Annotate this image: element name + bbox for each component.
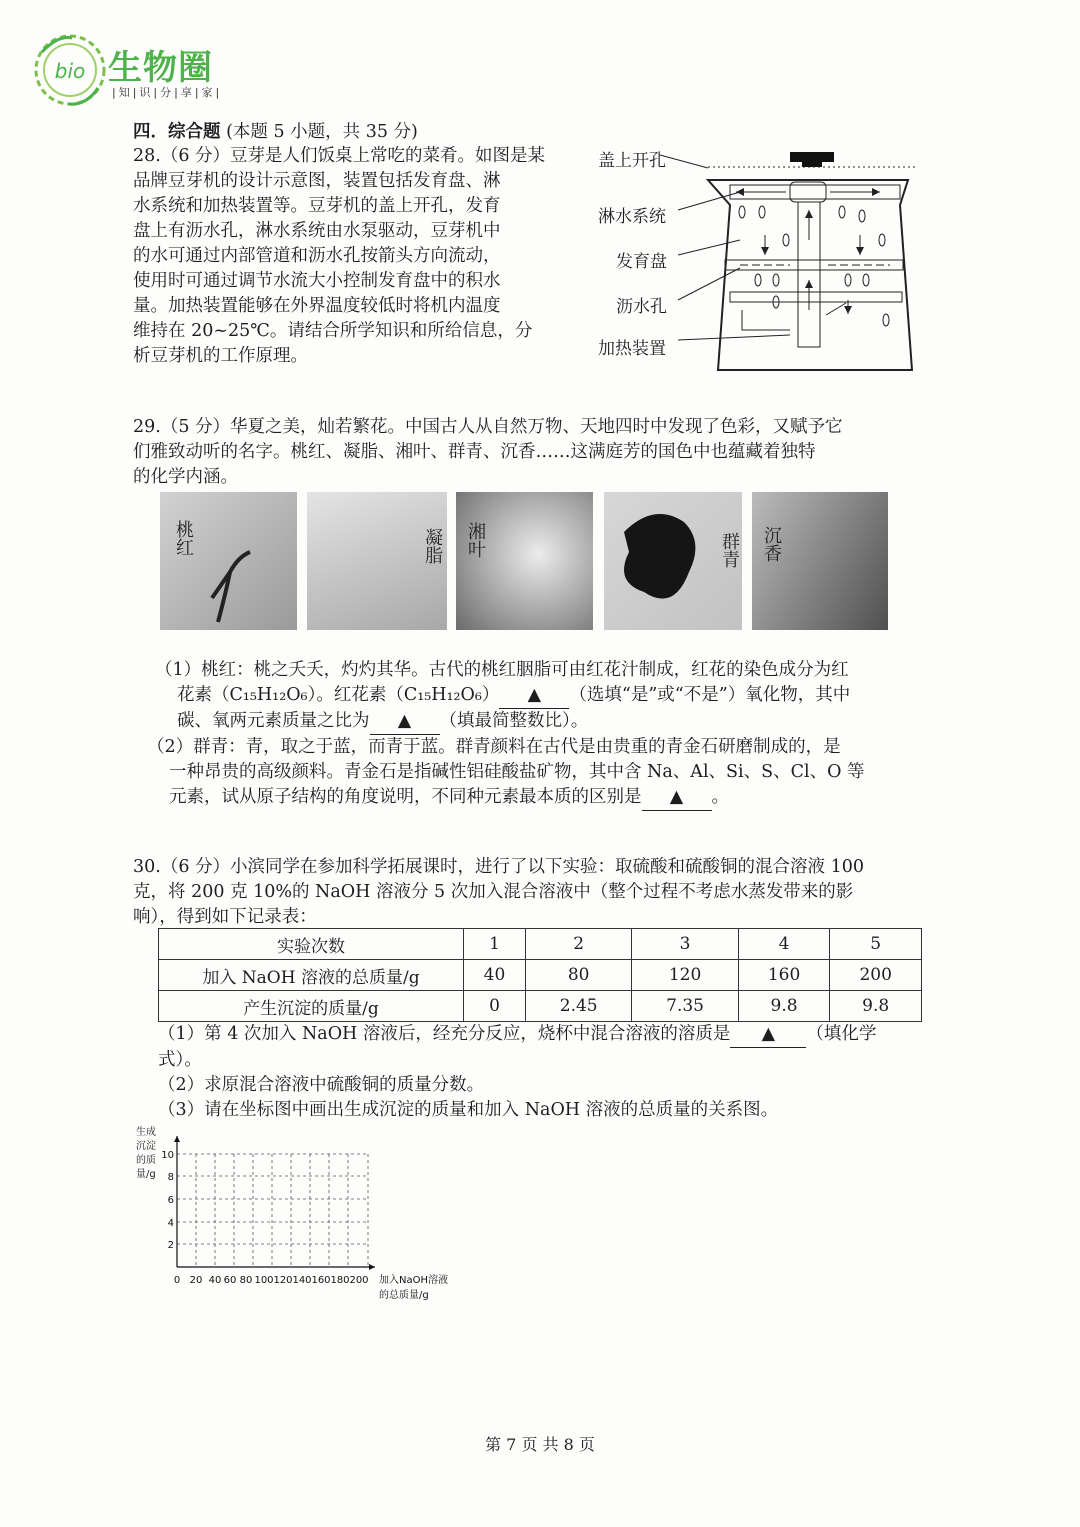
record-table [158,928,922,1022]
table-cell: 160 [738,960,830,991]
grid-lines [177,1154,368,1267]
q29-sub1-text: （填最简整数比）。 [439,711,589,731]
diagram-label-drain: 沥水孔 [616,297,667,317]
table-cell: 1 [464,929,526,960]
section-label: 四．综合题 [133,122,221,142]
table-cell: 3 [632,929,738,960]
table-cell: 加入 NaOH 溶液的总质量/g [159,960,464,991]
y-tick-label: 4 [167,1218,174,1229]
y-tick-label: 6 [167,1195,174,1206]
table-row [159,960,922,991]
image-caption: 湘叶 [465,522,486,558]
ylabel-line: 沉淀 [136,1141,156,1152]
q30-subquestions [158,1022,938,1123]
diagram-label-spray: 淋水系统 [598,207,666,227]
q30-sub1 [158,1022,938,1048]
x-tick-label: 200 [349,1275,369,1286]
q30-line: 响），得到如下记录表： [133,907,317,927]
x-tick-label: 60 [223,1275,237,1286]
q29-sub2-line1: （2）群青：青，取之于蓝，而青于蓝。群青颜料在古代是由贵重的青金石研磨制成的，是 [147,737,841,757]
table-cell: 7.35 [632,991,738,1022]
y-tick-labels [161,1150,174,1251]
q30-sub2: （2）求原混合溶液中硫酸铜的质量分数。 [158,1075,485,1095]
q28-line: 维持在 20~25℃。请结合所学知识和所给信息，分 [133,321,533,341]
q29-sub1-line2 [155,683,935,709]
x-tick-label: 180 [330,1275,350,1286]
q28-line: 使用时可通过调节水流大小控制发育盘中的积水 [133,271,501,291]
q29-sub1-line3 [155,709,935,735]
x-axis-label: 的总质量/g [379,1290,429,1301]
ylabel-line: 生成 [136,1127,156,1138]
q29-sub1-text: 碳、氧两元素质量之比为 [177,711,370,731]
ylabel-line: 的质 [136,1155,156,1166]
table-cell: 4 [738,929,830,960]
logo-emblem-icon [28,30,118,110]
x-tick-labels [174,1275,369,1286]
q28-line: 的水可通过内部管道和沥水孔按箭头方向流动， [133,246,501,266]
color-image-qunqing [604,492,742,630]
image-caption: 沉香 [761,526,782,562]
answer-blank[interactable]: ▲ [370,709,440,735]
table-header-row [159,929,922,960]
y-tick-label: 10 [161,1150,174,1161]
table-cell: 80 [525,960,631,991]
table-cell: 120 [632,960,738,991]
diagram-label-heater: 加热装置 [598,339,666,359]
diagram-label-lid: 盖上开孔 [598,151,666,171]
x-tick-label: 140 [292,1275,312,1286]
q30-sub3: （3）请在坐标图中画出生成沉淀的质量和加入 NaOH 溶液的总质量的关系图。 [158,1100,779,1120]
diagram-label-tray: 发育盘 [616,252,667,272]
table-cell: 2 [525,929,631,960]
question-29 [133,415,933,490]
x-axis-arrow-icon [369,1264,375,1270]
q28-line: 量。加热装置能够在外界温度较低时将机内温度 [133,296,501,316]
q29-sub1-line1: （1）桃红：桃之夭夭，灼灼其华。古代的桃红胭脂可由红花汁制成，红花的染色成分为红 [155,660,849,680]
logo-tagline: |知|识|分|享|家| [112,86,223,99]
table-cell: 5 [830,929,922,960]
q30-line: 克，将 200 克 10%的 NaOH 溶液分 5 次加入混合溶液中（整个过程不考虑水蒸发带来的影 [133,882,854,902]
q29-sub2-line2: 一种昂贵的高级颜料。青金石是指碱性铝硅酸盐矿物，其中含 Na、Al、Si、S、Cl、O 等 [169,762,865,782]
x-tick-label: 80 [239,1275,253,1286]
table-cell: 40 [464,960,526,991]
table-cell: 9.8 [830,991,922,1022]
color-image-ningzhi [307,492,447,630]
table-cell: 9.8 [738,991,830,1022]
x-tick-label: 160 [311,1275,331,1286]
graph-ylabel [136,1126,156,1182]
y-tick-label: 2 [167,1240,174,1251]
logo-name: 生物圈 [108,48,213,88]
x-axis-label: 加入NaOH溶液 [379,1275,448,1286]
question-30 [133,855,933,930]
q30-line: 30.（6 分）小滨同学在参加科学拓展课时，进行了以下实验：取硫酸和硫酸铜的混合溶液 100 [133,857,864,877]
color-image-chenxiang [752,492,888,630]
answer-blank[interactable]: ▲ [730,1022,806,1048]
q28-line: 析豆芽机的工作原理。 [133,346,308,366]
image-caption: 凝脂 [422,528,443,564]
q29-sub2-text: 。 [711,787,729,807]
dancer-icon [160,492,297,630]
q29-sub2-line3 [155,785,935,811]
answer-blank[interactable]: ▲ [642,785,712,811]
table-cell: 200 [830,960,922,991]
q28-line: 品牌豆芽机的设计示意图，装置包括发育盘、淋 [133,171,501,191]
q28-line: 盘上有沥水孔，淋水系统由水泵驱动，豆芽机中 [133,221,501,241]
table-cell: 实验次数 [159,929,464,960]
q29-line: 们雅致动听的名字。桃红、凝脂、湘叶、群青、沉香……这满庭芳的国色中也蕴藏着独特 [133,442,816,462]
section-heading [133,120,418,145]
color-image-xiangye [456,492,593,630]
table-cell: 0 [464,991,526,1022]
q30-sub1-text: （1）第 4 次加入 NaOH 溶液后，经充分反应，烧杯中混合溶液的溶质是 [158,1024,731,1044]
ylabel-line: 量/g [136,1169,156,1180]
x-tick-label: 120 [273,1275,293,1286]
x-tick-label: 100 [254,1275,274,1286]
q28-line: 28.（6 分）豆芽是人们饭桌上常吃的菜肴。如图是某 [133,146,546,166]
y-axis-arrow-icon [174,1136,180,1142]
logo-bio-text: bio [54,59,86,83]
q29-subquestions [147,658,935,811]
question-28 [133,144,583,369]
q30-sub1-cont: 式）。 [158,1050,202,1070]
q29-sub1-text: 花素（C₁₅H₁₂O₆）。红花素（C₁₅H₁₂O₆） [177,685,500,705]
coordinate-grid[interactable] [160,1130,480,1310]
q29-sub2-text: 元素，试从原子结构的角度说明，不同种元素最本质的区别是 [169,787,642,807]
x-tick-label: 40 [208,1275,222,1286]
y-tick-label: 8 [167,1172,174,1183]
table-row [159,991,922,1022]
table-cell: 2.45 [525,991,631,1022]
section-note: (本题 5 小题，共 35 分) [226,122,418,142]
q29-line: 29.（5 分）华夏之美，灿若繁花。中国古人从自然万物、天地四时中发现了色彩，又赋予它 [133,417,843,437]
page-footer: 第 7 页 共 8 页 [485,1435,595,1454]
x-tick-label: 20 [189,1275,203,1286]
x-tick-label: 0 [173,1275,181,1286]
q29-sub1-text: （选填“是”或“不是”）氧化物，其中 [569,685,851,705]
q30-sub1-text: （填化学 [806,1024,877,1044]
q28-line: 水系统和加热装置等。豆芽机的盖上开孔，发育 [133,196,501,216]
answer-blank[interactable]: ▲ [499,683,569,709]
color-image-taohong [160,492,297,630]
image-caption: 桃红 [173,520,194,556]
image-caption: 群青 [719,532,740,568]
q29-line: 的化学内涵。 [133,467,238,487]
table-cell: 产生沉淀的质量/g [159,991,464,1022]
